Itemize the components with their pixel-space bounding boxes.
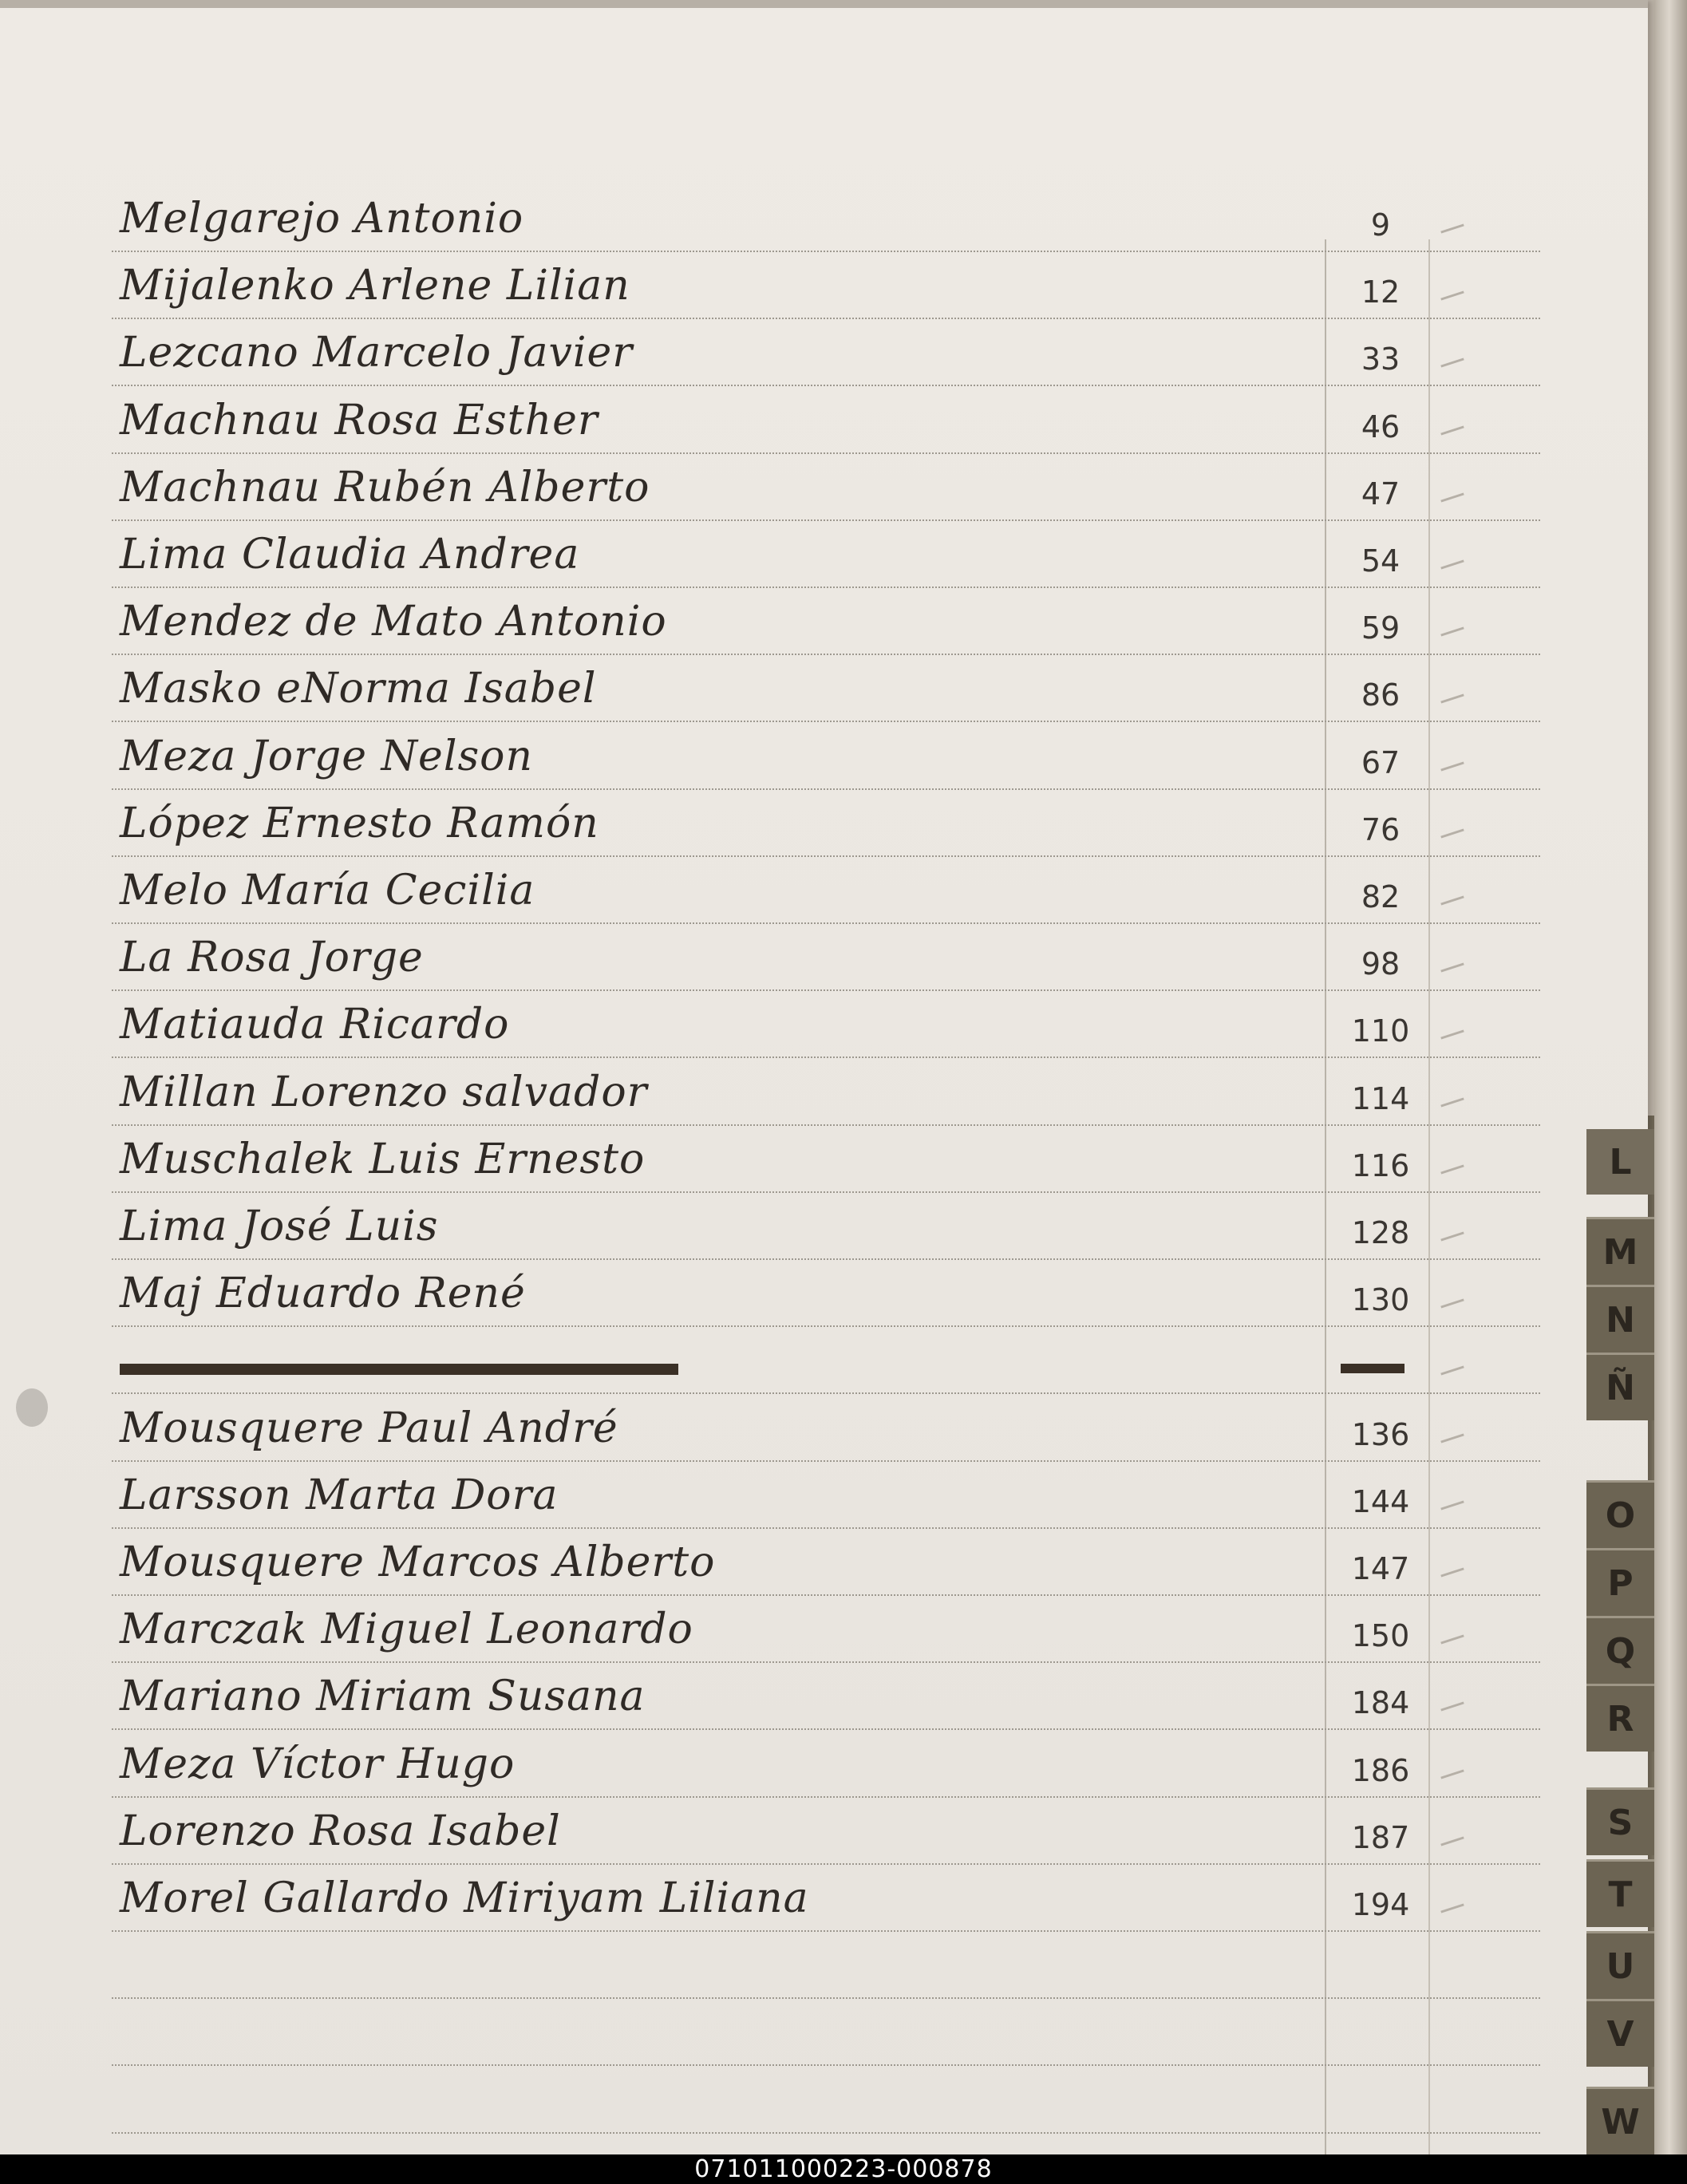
check-mark: [1440, 425, 1464, 435]
check-mark: [1440, 492, 1464, 502]
person-name: Meza Jorge Nelson: [120, 732, 533, 780]
index-tab[interactable]: R: [1586, 1684, 1654, 1752]
person-name: Mendez de Mato Antonio: [120, 598, 667, 646]
page-number: 82: [1361, 879, 1401, 914]
check-mark: [1440, 1702, 1464, 1712]
check-mark: [1440, 1567, 1464, 1577]
page-number: 54: [1361, 543, 1401, 579]
check-mark: [1440, 963, 1464, 973]
list-item: [0, 1729, 1648, 1796]
person-name: Matiauda Ricardo: [120, 1001, 510, 1049]
list-item: [0, 1594, 1648, 1661]
footer-bar: [0, 2154, 1687, 2184]
person-name: Mousquere Paul André: [120, 1404, 618, 1452]
page-number: 187: [1351, 1819, 1410, 1855]
list-item: [0, 586, 1648, 654]
index-tab[interactable]: P: [1586, 1548, 1654, 1616]
person-name: Larsson Marta Dora: [120, 1471, 559, 1519]
person-name: Mariano Miriam Susana: [120, 1673, 646, 1721]
check-mark: [1440, 358, 1464, 368]
check-mark: [1440, 1500, 1464, 1510]
struck-out-name: [120, 1348, 678, 1375]
index-tab[interactable]: V: [1586, 1999, 1654, 2067]
page-number: 47: [1361, 476, 1401, 511]
check-mark: [1440, 1903, 1464, 1913]
check-mark: [1440, 1030, 1464, 1040]
struck-out-page: [1341, 1348, 1405, 1373]
check-mark: [1440, 627, 1464, 637]
person-name: Meza Víctor Hugo: [120, 1740, 516, 1788]
top-edge: [0, 0, 1648, 8]
person-name: Lezcano Marcelo Javier: [120, 329, 634, 377]
document-id: 071011000223-000878: [694, 2155, 993, 2183]
list-item: [0, 721, 1648, 788]
page-number: 110: [1351, 1013, 1410, 1049]
check-mark: [1440, 223, 1464, 233]
list-item: [0, 1661, 1648, 1728]
check-mark: [1440, 1635, 1464, 1645]
person-name: La Rosa Jorge: [120, 934, 424, 982]
check-mark: [1440, 1299, 1464, 1309]
page-number: 144: [1351, 1483, 1410, 1519]
list-item: [0, 1393, 1648, 1460]
ruled-line: [112, 2132, 1540, 2134]
list-item: [0, 922, 1648, 989]
list-item: [0, 1057, 1648, 1124]
ruled-line: [112, 1930, 1540, 1932]
check-mark: [1440, 1097, 1464, 1107]
index-tab[interactable]: Q: [1586, 1616, 1654, 1684]
list-item: [0, 1863, 1648, 1930]
list-item: [0, 1796, 1648, 1863]
list-item: [0, 385, 1648, 452]
person-name: Melo María Cecilia: [120, 867, 535, 914]
list-item: [0, 251, 1648, 318]
index-tab[interactable]: Ñ: [1586, 1353, 1654, 1420]
page-number: 130: [1351, 1282, 1410, 1318]
check-mark: [1440, 559, 1464, 569]
check-mark: [1440, 1769, 1464, 1779]
check-mark: [1440, 761, 1464, 771]
person-name: Lorenzo Rosa Isabel: [120, 1807, 561, 1855]
page-number: 86: [1361, 677, 1401, 713]
index-tab[interactable]: W: [1586, 2087, 1654, 2154]
check-mark: [1440, 1836, 1464, 1846]
check-mark: [1440, 895, 1464, 905]
index-tab[interactable]: S: [1586, 1787, 1654, 1855]
list-item: [0, 654, 1648, 721]
check-mark: [1440, 291, 1464, 301]
index-tab[interactable]: M: [1586, 1217, 1654, 1285]
list-item: [0, 318, 1648, 385]
person-name: Mijalenko Arlene Lilian: [120, 262, 630, 310]
check-mark: [1440, 1231, 1464, 1241]
index-tab[interactable]: L: [1586, 1129, 1654, 1195]
index-tab[interactable]: T: [1586, 1859, 1654, 1927]
person-name: Masko eNorma Isabel: [120, 665, 597, 713]
page-number: 116: [1351, 1147, 1410, 1183]
list-item: [0, 1258, 1648, 1325]
list-item: [0, 1191, 1648, 1258]
page-number: 114: [1351, 1080, 1410, 1116]
check-mark: [1440, 1433, 1464, 1443]
list-item: [0, 1460, 1648, 1527]
person-name: Lima Claudia Andrea: [120, 531, 580, 579]
check-mark: [1440, 1366, 1464, 1376]
paper-stain: [16, 1388, 48, 1427]
list-item: [0, 1124, 1648, 1191]
list-item: [0, 452, 1648, 519]
page-number: 150: [1351, 1618, 1410, 1654]
person-name: Machnau Rubén Alberto: [120, 463, 650, 511]
check-mark: [1440, 1164, 1464, 1174]
person-name: Marczak Miguel Leonardo: [120, 1605, 693, 1654]
person-name: Muschalek Luis Ernesto: [120, 1135, 646, 1183]
index-tab[interactable]: O: [1586, 1480, 1654, 1548]
list-item: [0, 989, 1648, 1056]
person-name: Millan Lorenzo salvador: [120, 1068, 648, 1116]
list-item: [0, 788, 1648, 855]
index-tab[interactable]: U: [1586, 1931, 1654, 1999]
page-number: 186: [1351, 1752, 1410, 1788]
page-number: 67: [1361, 744, 1401, 780]
person-name: Machnau Rosa Esther: [120, 396, 599, 444]
check-mark: [1440, 694, 1464, 704]
person-name: Morel Gallardo Miriyam Liliana: [120, 1874, 809, 1922]
page-number: 128: [1351, 1215, 1410, 1250]
page-number: 194: [1351, 1887, 1410, 1922]
person-name: Melgarejo Antonio: [120, 195, 524, 243]
list-item: [0, 519, 1648, 586]
page-number: 33: [1361, 342, 1401, 377]
page-number: 9: [1370, 207, 1391, 243]
page-number: 136: [1351, 1416, 1410, 1452]
index-tab[interactable]: N: [1586, 1285, 1654, 1353]
page-number: 12: [1361, 274, 1401, 310]
person-name: Mousquere Marcos Alberto: [120, 1538, 716, 1586]
page-number: 46: [1361, 409, 1401, 444]
ruled-line: [112, 2064, 1540, 2066]
check-mark: [1440, 828, 1464, 838]
page-number: 59: [1361, 610, 1401, 646]
list-item: [0, 855, 1648, 922]
page-number: 76: [1361, 812, 1401, 847]
person-name: López Ernesto Ramón: [120, 799, 599, 847]
person-name: Lima José Luis: [120, 1203, 439, 1250]
page-number: 184: [1351, 1685, 1410, 1721]
page-number: 98: [1361, 946, 1401, 982]
list-item: [0, 184, 1648, 251]
ruled-line: [112, 1997, 1540, 1999]
page-number: 147: [1351, 1551, 1410, 1586]
list-item: [0, 1325, 1648, 1392]
list-item: [0, 1527, 1648, 1594]
person-name: Maj Eduardo René: [120, 1270, 526, 1318]
